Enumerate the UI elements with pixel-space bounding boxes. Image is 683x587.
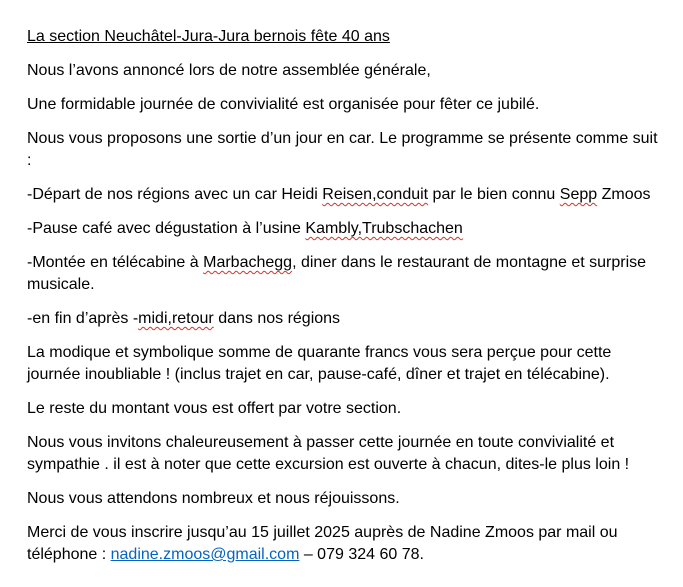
document-body — [27, 26, 659, 566]
return-text-start: -en fin d’après - — [27, 310, 139, 327]
paragraph-remainder: Le reste du montant vous est offert par votre section. — [27, 400, 402, 417]
coffee-text-start: -Pause café avec dégustation à l’usine — [27, 220, 306, 237]
registration-phone: – 079 324 60 78. — [299, 546, 424, 563]
email-link[interactable]: nadine.zmoos@gmail.com — [110, 546, 300, 563]
document-title — [27, 26, 659, 48]
program-item-coffee — [27, 218, 659, 240]
paragraph-invitation: Nous vous invitons chaleureusement à passer cette journée en toute convivialité et sympathie . il est à noter que cette excursion est ouverte à chacun, dites-le plus loin ! — [27, 434, 630, 473]
paragraph-jubilee: Une formidable journée de convivialité est organisée pour fêter ce jubilé. — [27, 96, 540, 113]
paragraph-program-intro: Nous vous proposons une sortie d’un jour en car. Le programme se présente comme suit : — [27, 130, 658, 169]
paragraph-announcement: Nous l’avons annoncé lors de notre assemblée générale, — [27, 62, 431, 79]
program-item-return — [27, 308, 659, 330]
paragraph-price: La modique et symbolique somme de quarante francs vous sera perçue pour cette journée inoubliable ! (inclus trajet en car, pause-café, dîner et trajet en télécabine). — [27, 344, 612, 383]
cablecar-text-end: , diner dans le restaurant de montagne et surprise musicale. — [27, 254, 647, 293]
return-text-end: dans nos régions — [213, 310, 341, 327]
registration-text-start: Merci de vous inscrire jusqu’au 15 juillet 2025 auprès de Nadine Zmoos par mail ou téléphone : — [27, 524, 618, 563]
paragraph-closing: Nous vous attendons nombreux et nous réjouissons. — [27, 490, 400, 507]
departure-text-start: -Départ de nos régions avec un car Heidi — [27, 186, 323, 203]
program-item-departure — [27, 184, 659, 206]
spellcheck-word-midi: midi,retour — [138, 310, 214, 327]
departure-text-end: Zmoos — [597, 186, 651, 203]
spellcheck-word-kambly: Kambly,Trubschachen — [305, 220, 463, 237]
cablecar-text-start: -Montée en télécabine à — [27, 254, 204, 271]
departure-text-middle: par le bien connu — [428, 186, 560, 203]
title-text: La section Neuchâtel-Jura-Jura bernois fête 40 ans — [27, 28, 390, 45]
program-item-cablecar — [27, 252, 659, 296]
spellcheck-word-reisen: Reisen,conduit — [322, 186, 429, 203]
spellcheck-word-sepp: Sepp — [559, 186, 598, 203]
spellcheck-word-marbachegg: Marbachegg — [203, 254, 293, 271]
paragraph-registration — [27, 522, 659, 566]
